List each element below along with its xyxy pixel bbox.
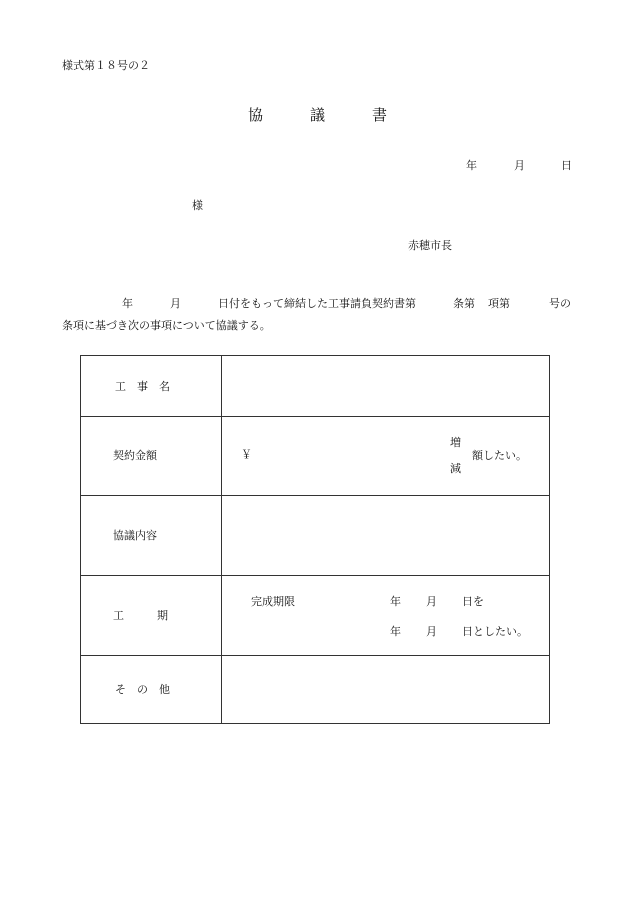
- form-number: 様式第１８号の２: [62, 59, 150, 72]
- increase-label: 増: [450, 436, 461, 449]
- document-title-char-1: 協: [248, 106, 264, 124]
- amount-suffix: 額したい。: [472, 449, 527, 462]
- table-row-divider: [81, 655, 549, 656]
- table-row-divider: [81, 575, 549, 576]
- date-day-label: 日: [561, 159, 572, 172]
- period-current-day: 日を: [462, 595, 484, 608]
- addressee-honorific: 様: [192, 199, 203, 212]
- completion-deadline-label: 完成期限: [251, 595, 295, 608]
- date-month-label: 月: [514, 159, 525, 172]
- row-label-contract-amount: 契約金額: [113, 449, 157, 462]
- body-item: 号の: [549, 297, 571, 310]
- body-month: 月: [170, 297, 181, 310]
- body-line-2: 条項に基づき次の事項について協議する。: [62, 319, 271, 332]
- date-year-label: 年: [466, 159, 477, 172]
- decrease-label: 減: [450, 462, 461, 475]
- document-title-char-3: 書: [372, 106, 388, 124]
- row-label-construction-period: 工 期: [113, 609, 168, 622]
- row-label-other: そ の 他: [115, 683, 170, 696]
- body-year: 年: [122, 297, 133, 310]
- consultation-table: [80, 355, 550, 724]
- period-new-day: 日としたい。: [462, 625, 528, 638]
- period-current-month: 月: [426, 595, 437, 608]
- period-new-year: 年: [390, 625, 401, 638]
- table-column-divider: [221, 356, 222, 723]
- period-current-year: 年: [390, 595, 401, 608]
- body-article: 条第: [453, 297, 475, 310]
- body-paragraph: 項第: [488, 297, 510, 310]
- body-contract-text: 日付をもって締結した工事請負契約書第: [218, 297, 416, 310]
- table-row-divider: [81, 416, 549, 417]
- row-label-consultation-content: 協議内容: [113, 529, 157, 542]
- row-label-construction-name: 工 事 名: [115, 380, 170, 393]
- sender-name: 赤穂市長: [408, 239, 452, 252]
- yen-symbol: ￥: [241, 448, 252, 461]
- period-new-month: 月: [426, 625, 437, 638]
- table-row-divider: [81, 495, 549, 496]
- document-title-char-2: 議: [310, 106, 326, 124]
